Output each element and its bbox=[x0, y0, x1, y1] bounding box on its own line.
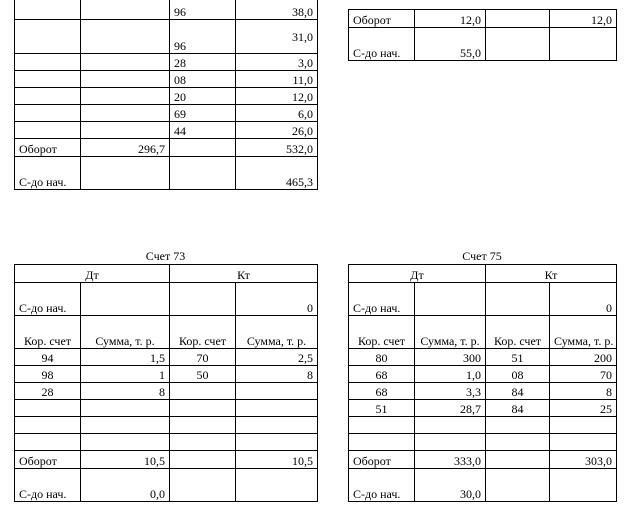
corr-account-cell bbox=[349, 417, 415, 434]
balance-label: С-до нач. bbox=[15, 469, 81, 502]
col-corr-account-header: Кор. счет bbox=[349, 316, 415, 349]
turnover-label: Оборот bbox=[349, 451, 415, 469]
balance-debit: 55,0 bbox=[415, 28, 486, 61]
credit-header: Кт bbox=[170, 265, 318, 283]
turnover-credit: 10,5 bbox=[236, 451, 318, 469]
empty-cell bbox=[486, 451, 550, 469]
col-amount-header: Сумма, т. р. bbox=[81, 316, 170, 349]
corr-account-cell bbox=[15, 54, 81, 71]
col-corr-account-header: Кор. счет bbox=[170, 316, 236, 349]
table-row bbox=[15, 71, 318, 88]
corr-account-cell bbox=[15, 434, 81, 451]
turnover-credit: 12,0 bbox=[550, 10, 617, 28]
corr-account-cell: 50 bbox=[170, 366, 236, 383]
amount-cell bbox=[81, 54, 170, 71]
balance-row bbox=[349, 28, 617, 61]
top-left-ledger-table bbox=[14, 0, 318, 190]
table-row bbox=[15, 20, 318, 54]
corr-account-cell bbox=[15, 0, 81, 20]
account-73-title: Счет 73 bbox=[145, 249, 186, 263]
corr-account-cell: 51 bbox=[486, 349, 550, 366]
empty-cell bbox=[170, 283, 236, 316]
turnover-label: Оборот bbox=[349, 10, 415, 28]
header-row bbox=[349, 265, 617, 283]
table-row bbox=[15, 417, 318, 434]
balance-debit: 30,0 bbox=[415, 469, 486, 502]
amount-cell bbox=[415, 434, 486, 451]
table-row bbox=[15, 349, 318, 366]
balance-label: С-до нач. bbox=[15, 157, 81, 190]
balance-row bbox=[349, 469, 617, 502]
amount-cell bbox=[81, 434, 170, 451]
table-row bbox=[15, 434, 318, 451]
empty-cell bbox=[486, 283, 550, 316]
turnover-debit: 296,7 bbox=[81, 139, 170, 157]
amount-cell: 1,0 bbox=[415, 366, 486, 383]
amount-cell bbox=[236, 400, 318, 417]
corr-account-cell bbox=[486, 417, 550, 434]
table-row bbox=[15, 54, 318, 71]
empty-cell bbox=[170, 451, 236, 469]
corr-account-cell bbox=[15, 417, 81, 434]
corr-account-cell: 96 bbox=[170, 0, 236, 20]
corr-account-cell bbox=[486, 434, 550, 451]
amount-cell bbox=[236, 434, 318, 451]
debit-header: Дт bbox=[15, 265, 170, 283]
opening-balance-credit: 0 bbox=[550, 283, 617, 316]
corr-account-cell bbox=[15, 88, 81, 105]
balance-label: С-до нач. bbox=[349, 469, 415, 502]
empty-cell bbox=[486, 10, 550, 28]
corr-account-cell: 98 bbox=[15, 366, 81, 383]
amount-cell: 3,3 bbox=[415, 383, 486, 400]
balance-debit bbox=[81, 157, 170, 190]
col-corr-account-header: Кор. счет bbox=[486, 316, 550, 349]
turnover-credit: 532,0 bbox=[236, 139, 318, 157]
amount-cell: 3,0 bbox=[236, 54, 318, 71]
turnover-row bbox=[349, 451, 617, 469]
amount-cell bbox=[236, 383, 318, 400]
amount-cell bbox=[81, 88, 170, 105]
amount-cell: 26,0 bbox=[236, 122, 318, 139]
amount-cell: 200 bbox=[550, 349, 617, 366]
balance-credit bbox=[550, 469, 617, 502]
amount-cell: 31,0 bbox=[236, 20, 318, 54]
corr-account-cell: 51 bbox=[349, 400, 415, 417]
balance-credit bbox=[550, 28, 617, 61]
table-row bbox=[15, 400, 318, 417]
amount-cell: 28,7 bbox=[415, 400, 486, 417]
amount-cell bbox=[81, 71, 170, 88]
amount-cell bbox=[81, 0, 170, 20]
corr-account-cell bbox=[15, 122, 81, 139]
opening-balance-credit: 0 bbox=[236, 283, 318, 316]
turnover-credit: 303,0 bbox=[550, 451, 617, 469]
amount-cell: 300 bbox=[415, 349, 486, 366]
balance-credit: 465,3 bbox=[236, 157, 318, 190]
turnover-row bbox=[15, 139, 318, 157]
corr-account-cell: 69 bbox=[170, 105, 236, 122]
amount-cell bbox=[236, 417, 318, 434]
amount-cell: 38,0 bbox=[236, 0, 318, 20]
opening-balance-debit bbox=[415, 283, 486, 316]
amount-cell: 12,0 bbox=[236, 88, 318, 105]
amount-cell bbox=[81, 105, 170, 122]
corr-account-cell bbox=[15, 105, 81, 122]
table-row bbox=[349, 383, 617, 400]
balance-label: С-до нач. bbox=[349, 28, 415, 61]
account-75-table bbox=[348, 264, 617, 502]
corr-account-cell bbox=[15, 71, 81, 88]
corr-account-cell: 68 bbox=[349, 366, 415, 383]
amount-cell bbox=[81, 417, 170, 434]
corr-account-cell: 70 bbox=[170, 349, 236, 366]
col-amount-header: Сумма, т. р. bbox=[550, 316, 617, 349]
amount-cell: 8 bbox=[81, 383, 170, 400]
amount-cell bbox=[81, 400, 170, 417]
corr-account-cell: 80 bbox=[349, 349, 415, 366]
corr-account-cell bbox=[170, 434, 236, 451]
amount-cell: 1 bbox=[81, 366, 170, 383]
table-row bbox=[15, 105, 318, 122]
corr-account-cell: 84 bbox=[486, 383, 550, 400]
turnover-label: Оборот bbox=[15, 451, 81, 469]
corr-account-cell: 08 bbox=[170, 71, 236, 88]
table-row bbox=[349, 417, 617, 434]
account-73-table bbox=[14, 264, 318, 502]
amount-cell: 2,5 bbox=[236, 349, 318, 366]
table-row bbox=[349, 349, 617, 366]
amount-cell: 8 bbox=[236, 366, 318, 383]
amount-cell bbox=[81, 20, 170, 54]
table-row bbox=[349, 434, 617, 451]
corr-account-cell: 68 bbox=[349, 383, 415, 400]
table-row bbox=[349, 400, 617, 417]
header-row bbox=[15, 265, 318, 283]
amount-cell: 25 bbox=[550, 400, 617, 417]
corr-account-cell bbox=[349, 434, 415, 451]
corr-account-cell bbox=[170, 383, 236, 400]
amount-cell bbox=[550, 417, 617, 434]
column-header-row bbox=[349, 316, 617, 349]
opening-balance-debit bbox=[81, 283, 170, 316]
turnover-debit: 333,0 bbox=[415, 451, 486, 469]
amount-cell: 8 bbox=[550, 383, 617, 400]
empty-cell bbox=[170, 139, 236, 157]
corr-account-cell: 96 bbox=[170, 20, 236, 54]
corr-account-cell: 84 bbox=[486, 400, 550, 417]
turnover-row bbox=[349, 10, 617, 28]
amount-cell: 1,5 bbox=[81, 349, 170, 366]
corr-account-cell: 28 bbox=[170, 54, 236, 71]
turnover-debit: 12,0 bbox=[415, 10, 486, 28]
amount-cell: 11,0 bbox=[236, 71, 318, 88]
opening-balance-label: С-до нач. bbox=[15, 283, 81, 316]
corr-account-cell: 28 bbox=[15, 383, 81, 400]
empty-cell bbox=[486, 28, 550, 61]
table-row bbox=[15, 383, 318, 400]
opening-balance-row bbox=[349, 283, 617, 316]
corr-account-cell bbox=[15, 400, 81, 417]
account-75-title: Счет 75 bbox=[462, 249, 502, 263]
amount-cell bbox=[415, 417, 486, 434]
empty-cell bbox=[170, 469, 236, 502]
col-corr-account-header: Кор. счет bbox=[15, 316, 81, 349]
turnover-label: Оборот bbox=[15, 139, 81, 157]
table-row bbox=[15, 366, 318, 383]
amount-cell bbox=[81, 122, 170, 139]
empty-cell bbox=[170, 157, 236, 190]
balance-credit bbox=[236, 469, 318, 502]
opening-balance-row bbox=[15, 283, 318, 316]
col-amount-header: Сумма, т. р. bbox=[236, 316, 318, 349]
balance-row bbox=[15, 157, 318, 190]
table-row bbox=[349, 366, 617, 383]
corr-account-cell bbox=[170, 400, 236, 417]
corr-account-cell: 08 bbox=[486, 366, 550, 383]
table-row bbox=[15, 122, 318, 139]
amount-cell bbox=[550, 434, 617, 451]
corr-account-cell: 20 bbox=[170, 88, 236, 105]
col-amount-header: Сумма, т. р. bbox=[415, 316, 486, 349]
turnover-row bbox=[15, 451, 318, 469]
opening-balance-label: С-до нач. bbox=[349, 283, 415, 316]
table-row bbox=[15, 88, 318, 105]
top-right-ledger-table bbox=[348, 9, 617, 61]
balance-row bbox=[15, 469, 318, 502]
corr-account-cell bbox=[170, 417, 236, 434]
amount-cell: 6,0 bbox=[236, 105, 318, 122]
corr-account-cell: 44 bbox=[170, 122, 236, 139]
balance-debit: 0,0 bbox=[81, 469, 170, 502]
column-header-row bbox=[15, 316, 318, 349]
table-row bbox=[15, 0, 318, 20]
amount-cell: 70 bbox=[550, 366, 617, 383]
corr-account-cell: 94 bbox=[15, 349, 81, 366]
corr-account-cell bbox=[15, 20, 81, 54]
turnover-debit: 10,5 bbox=[81, 451, 170, 469]
credit-header: Кт bbox=[486, 265, 617, 283]
empty-cell bbox=[486, 469, 550, 502]
debit-header: Дт bbox=[349, 265, 486, 283]
